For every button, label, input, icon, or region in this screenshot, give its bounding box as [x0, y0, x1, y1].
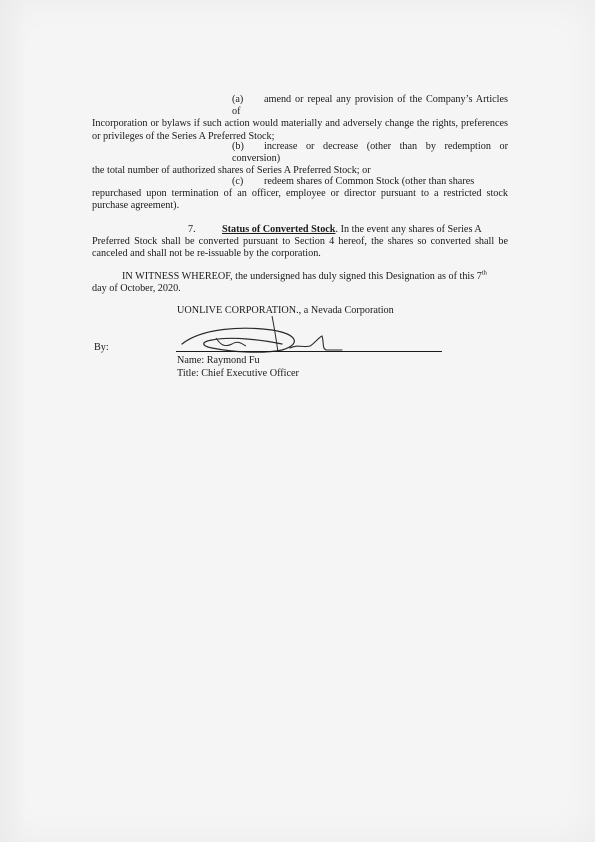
section-7-number: 7.: [188, 224, 196, 235]
clause-c-body: repurchased upon termination of an officer, employee or director pursuant to a restricted stock purchase agreement).: [92, 188, 508, 212]
clause-a-tag: (a): [232, 94, 244, 105]
signer-title: Title: Chief Executive Officer: [177, 368, 299, 379]
section-7-first-line: [92, 224, 508, 236]
signer-name: Name: Raymond Fu: [177, 355, 260, 366]
by-label: By:: [94, 342, 109, 353]
witness-paragraph: [92, 271, 508, 295]
witness-body: day of October, 2020.: [92, 283, 181, 295]
clause-c-first-text: redeem shares of Common Stock (other than shares: [264, 176, 475, 187]
section-7-first-text: . In the event any shares of Series A: [335, 224, 482, 235]
section-7-body: Preferred Stock shall be converted pursuant to Section 4 hereof, the shares so converted shall be canceled and shall not be re-issuable by the corporation.: [92, 236, 508, 260]
clause-a-body: Incorporation or bylaws if such action would materially and adversely change the rights, preferences or privileges of the Series A Preferred Stock;: [92, 118, 508, 142]
section-7-title: Status of Converted Stock: [222, 224, 336, 235]
clause-a-first-line: [92, 94, 508, 118]
clause-b-tag: (b): [232, 141, 244, 152]
clause-c: [92, 176, 508, 213]
scan-edge-shadow: [0, 0, 26, 842]
clause-a-first-text: amend or repeal any provision of the Company’s Articles of: [232, 94, 508, 118]
witness-first-line: [92, 271, 508, 283]
section-7: [92, 224, 508, 261]
clause-c-first-line: [92, 176, 508, 188]
clause-b: [92, 141, 508, 178]
clause-b-first-line: [92, 141, 508, 165]
clause-a: [92, 94, 508, 143]
clause-b-body: the total number of authorized shares of Series A Preferred Stock; or: [92, 165, 371, 177]
clause-c-tag: (c): [232, 176, 244, 187]
clause-b-first-text: increase or decrease (other than by redemption or conversion): [232, 141, 508, 165]
witness-date-suffix: th: [481, 269, 487, 277]
witness-first-text: IN WITNESS WHEREOF, the undersigned has duly signed this Designation as of this 7: [122, 271, 482, 282]
company-name: UONLIVE CORPORATION., a Nevada Corporation: [177, 305, 394, 316]
signature-line: [176, 351, 442, 352]
